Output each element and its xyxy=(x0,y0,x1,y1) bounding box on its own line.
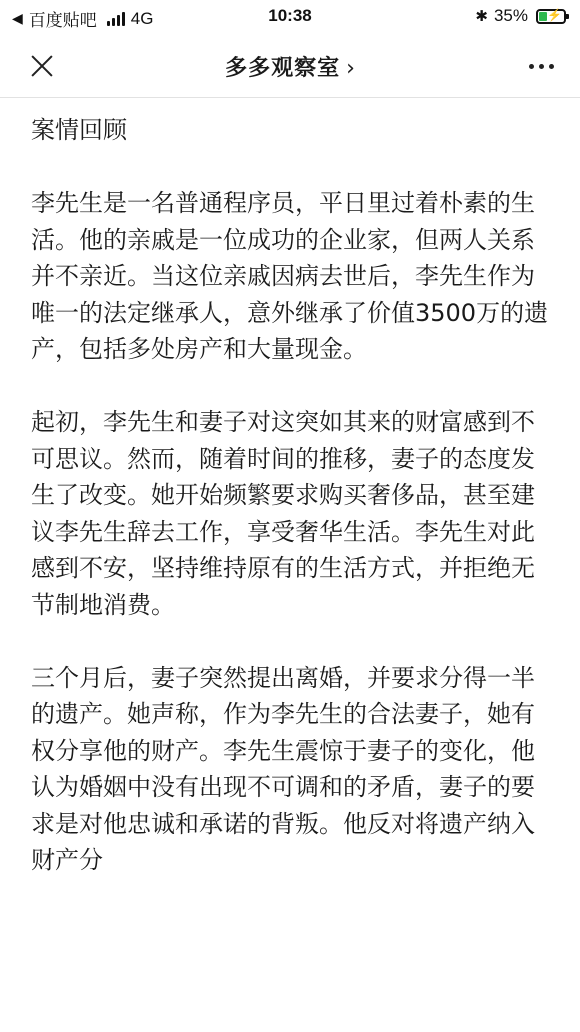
article-heading: 案情回顾 xyxy=(31,116,127,144)
account-title-link[interactable] xyxy=(0,51,580,82)
nav-title[interactable]: 多多观察室 xyxy=(225,56,341,81)
back-app-label[interactable]: 百度贴吧 xyxy=(28,11,97,30)
article-paragraph: 起初，李先生和妻子对这突如其来的财富感到不可思议。然而，随着时间的推移，妻子的态度发生了改变。她开始频繁要求购买奢侈品，甚至建议李先生辞去工作，享受奢华生活。李先生对此感到不安，坚持维持原有的生活方式，并拒绝无节制地消费。 xyxy=(31,408,535,619)
battery-percent: 35% xyxy=(493,6,528,25)
chevron-right-icon[interactable]: › xyxy=(346,56,355,81)
status-right xyxy=(475,6,566,26)
battery-icon xyxy=(536,9,566,24)
bluetooth-icon: ✱ xyxy=(475,8,488,25)
battery-fill xyxy=(539,12,547,21)
article-paragraph: 李先生是一名普通程序员，平日里过着朴素的生活。他的亲戚是一位成功的企业家，但两人关系并不亲近。当这位亲戚因病去世后，李先生作为唯一的法定继承人，意外继承了价值3500万的遗产，包括多处房产和大量现金。 xyxy=(31,189,549,363)
network-label: 4G xyxy=(130,8,154,28)
status-bar xyxy=(0,0,580,34)
status-time: 10:38 xyxy=(268,6,312,25)
article-content xyxy=(31,112,556,915)
charging-bolt-icon: ⚡ xyxy=(547,7,562,22)
more-icon[interactable] xyxy=(529,64,554,69)
back-to-app-icon[interactable]: ◀ xyxy=(12,10,23,26)
article-paragraph: 三个月后，妻子突然提出离婚，并要求分得一半的遗产。她声称，作为李先生的合法妻子，她有权分享他的财产。李先生震惊于妻子的变化，他认为婚姻中没有出现不可调和的矛盾，妻子的要求是对他忠诚和承诺的背叛。他反对将遗产纳入财产分 xyxy=(31,663,535,874)
nav-bar xyxy=(0,34,580,98)
